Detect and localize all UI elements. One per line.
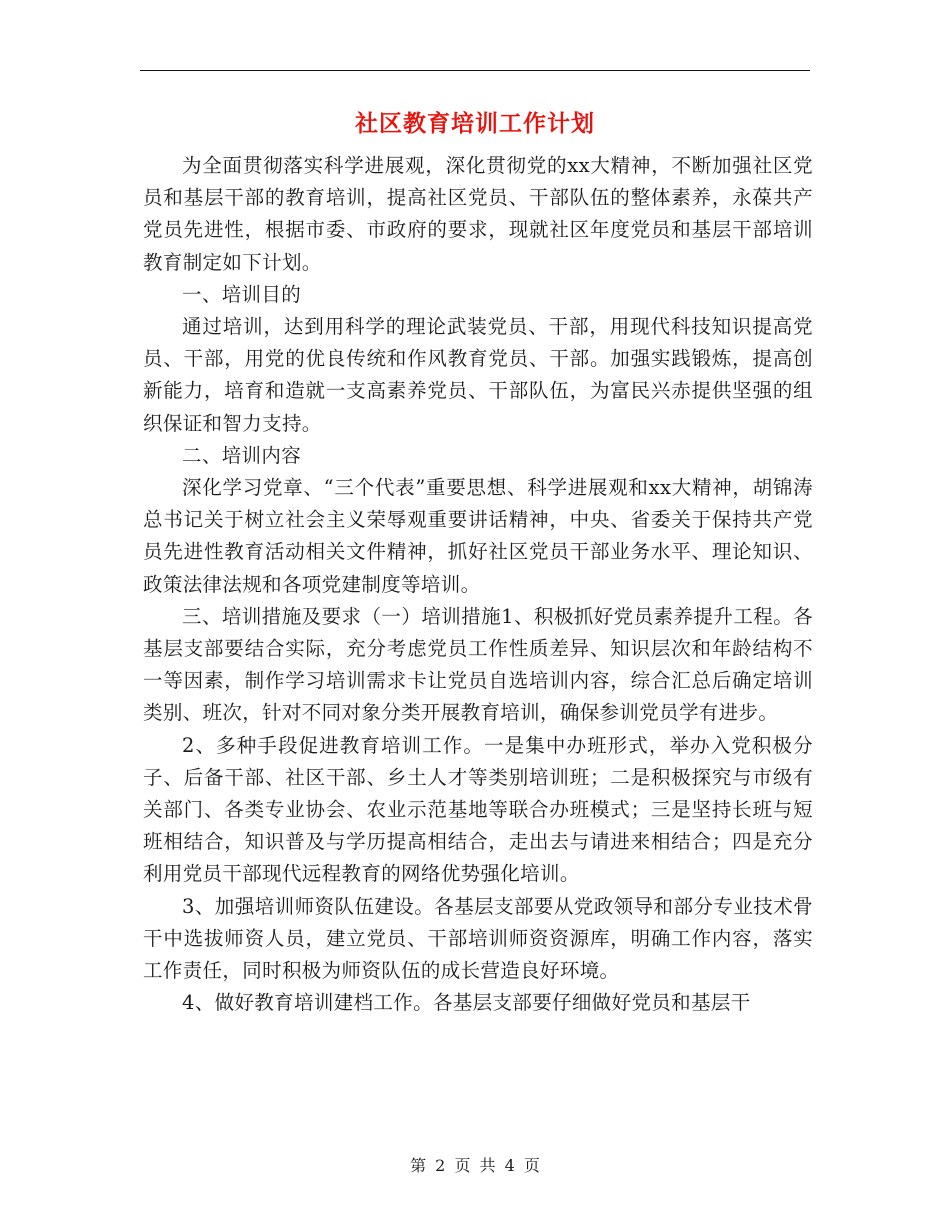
page-number: 第 2 页 共 4 页 bbox=[410, 1156, 540, 1175]
header-rule bbox=[140, 70, 810, 71]
section-heading-purpose: 一、培训目的 bbox=[182, 282, 302, 306]
document-body bbox=[143, 150, 813, 1019]
paragraph-measures-4: 4、做好教育培训建档工作。各基层支部要仔细做好党员和基层干 bbox=[182, 991, 751, 1015]
paragraph-measures-3: 3、加强培训师资队伍建设。各基层支部要从党政领导和部分专业技术骨干中选拔师资人员，建立党员、干部培训师资资源库，明确工作内容，落实工作责任，同时积极为师资队伍的成长营造良好环境。 bbox=[143, 894, 813, 983]
paragraph-measures-1: 三、培训措施及要求（一）培训措施1、积极抓好党员素养提升工程。各基层支部要结合实际，充分考虑党员工作性质差异、知识层次和年龄结构不一等因素，制作学习培训需求卡让党员自选培训内容，综合汇总后确定培训类别、班次，针对不同对象分类开展教育培训，确保参训党员学有进步。 bbox=[143, 604, 813, 725]
paragraph-content: 深化学习党章、“三个代表”重要思想、科学进展观和xx大精神，胡锦涛总书记关于树立社会主义荣辱观重要讲话精神，中央、省委关于保持共产党员先进性教育活动相关文件精神，抓好社区党员干部业务水平、理论知识、政策法律法规和各项党建制度等培训。 bbox=[143, 476, 813, 596]
document-title: 社区教育培训工作计划 bbox=[355, 110, 595, 137]
paragraph-intro: 为全面贯彻落实科学进展观，深化贯彻党的xx大精神，不断加强社区党员和基层干部的教育培训，提高社区党员、干部队伍的整体素养，永葆共产党员先进性，根据市委、市政府的要求，现就社区年度党员和基层干部培训教育制定如下计划。 bbox=[143, 154, 813, 274]
section-heading-content: 二、培训内容 bbox=[182, 443, 302, 467]
paragraph-measures-2: 2、多种手段促进教育培训工作。一是集中办班形式，举办入党积极分子、后备干部、社区干部、乡土人才等类别培训班；二是积极探究与市级有关部门、各类专业协会、农业示范基地等联合办班模式；三是坚持长班与短班相结合，知识普及与学历提高相结合，走出去与请进来相结合；四是充分利用党员干部现代远程教育的网络优势强化培训。 bbox=[143, 733, 813, 886]
paragraph-purpose: 通过培训，达到用科学的理论武装党员、干部，用现代科技知识提高党员、干部，用党的优良传统和作风教育党员、干部。加强实践锻炼，提高创新能力，培育和造就一支高素养党员、干部队伍，为富民兴赤提供坚强的组织保证和智力支持。 bbox=[143, 315, 813, 435]
